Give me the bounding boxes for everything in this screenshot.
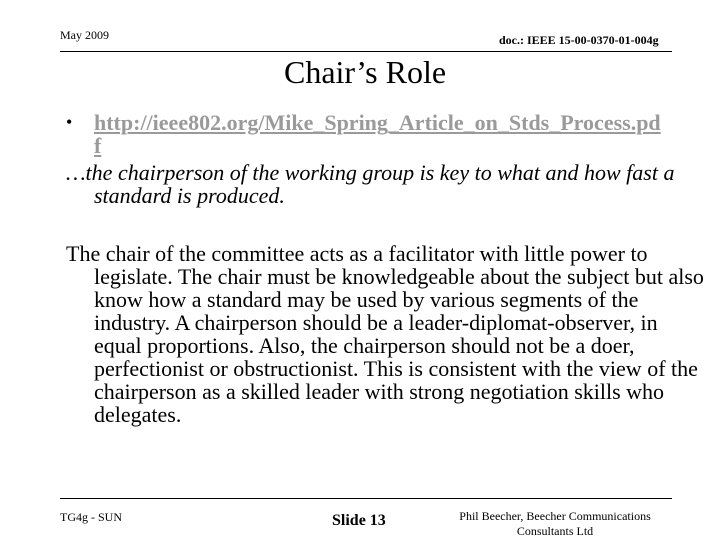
quote-text: …the chairperson of the working group is key to what and how fast a standard is produced. — [66, 160, 675, 208]
header-date: May 2009 — [60, 28, 109, 42]
header-document-id: doc.: IEEE 15-00-0370-01-004g — [499, 33, 659, 47]
bullet-item — [66, 111, 678, 157]
bullet-block — [66, 111, 678, 207]
slide-title: Chair’s Role — [283, 54, 447, 90]
body-paragraph: The chair of the committee acts as a facilitator with little power to legislate. The chair must be knowledgeable about the subject but also know how a standard may be used by various segments of the industry. A chairperson should be a leader-diplomat-observer, in equal proportions. Also, the chairperson should not be a doer, perfectionist or obstructionist. This is consistent with the view of the chairperson as a skilled leader with strong negotiation skills who delegates. — [66, 241, 704, 427]
footer-divider — [60, 498, 672, 499]
bullet-icon: • — [66, 112, 73, 132]
footer-author: Phil Beecher, Beecher Communications Consultants Ltd — [459, 509, 651, 538]
footer-slide-number: Slide 13 — [332, 512, 386, 529]
header-divider — [60, 51, 672, 52]
footer-group: TG4g - SUN — [60, 510, 122, 524]
article-link[interactable]: http://ieee802.org/Mike_Spring_Article_on_Stds_Process.pdf — [94, 110, 661, 158]
